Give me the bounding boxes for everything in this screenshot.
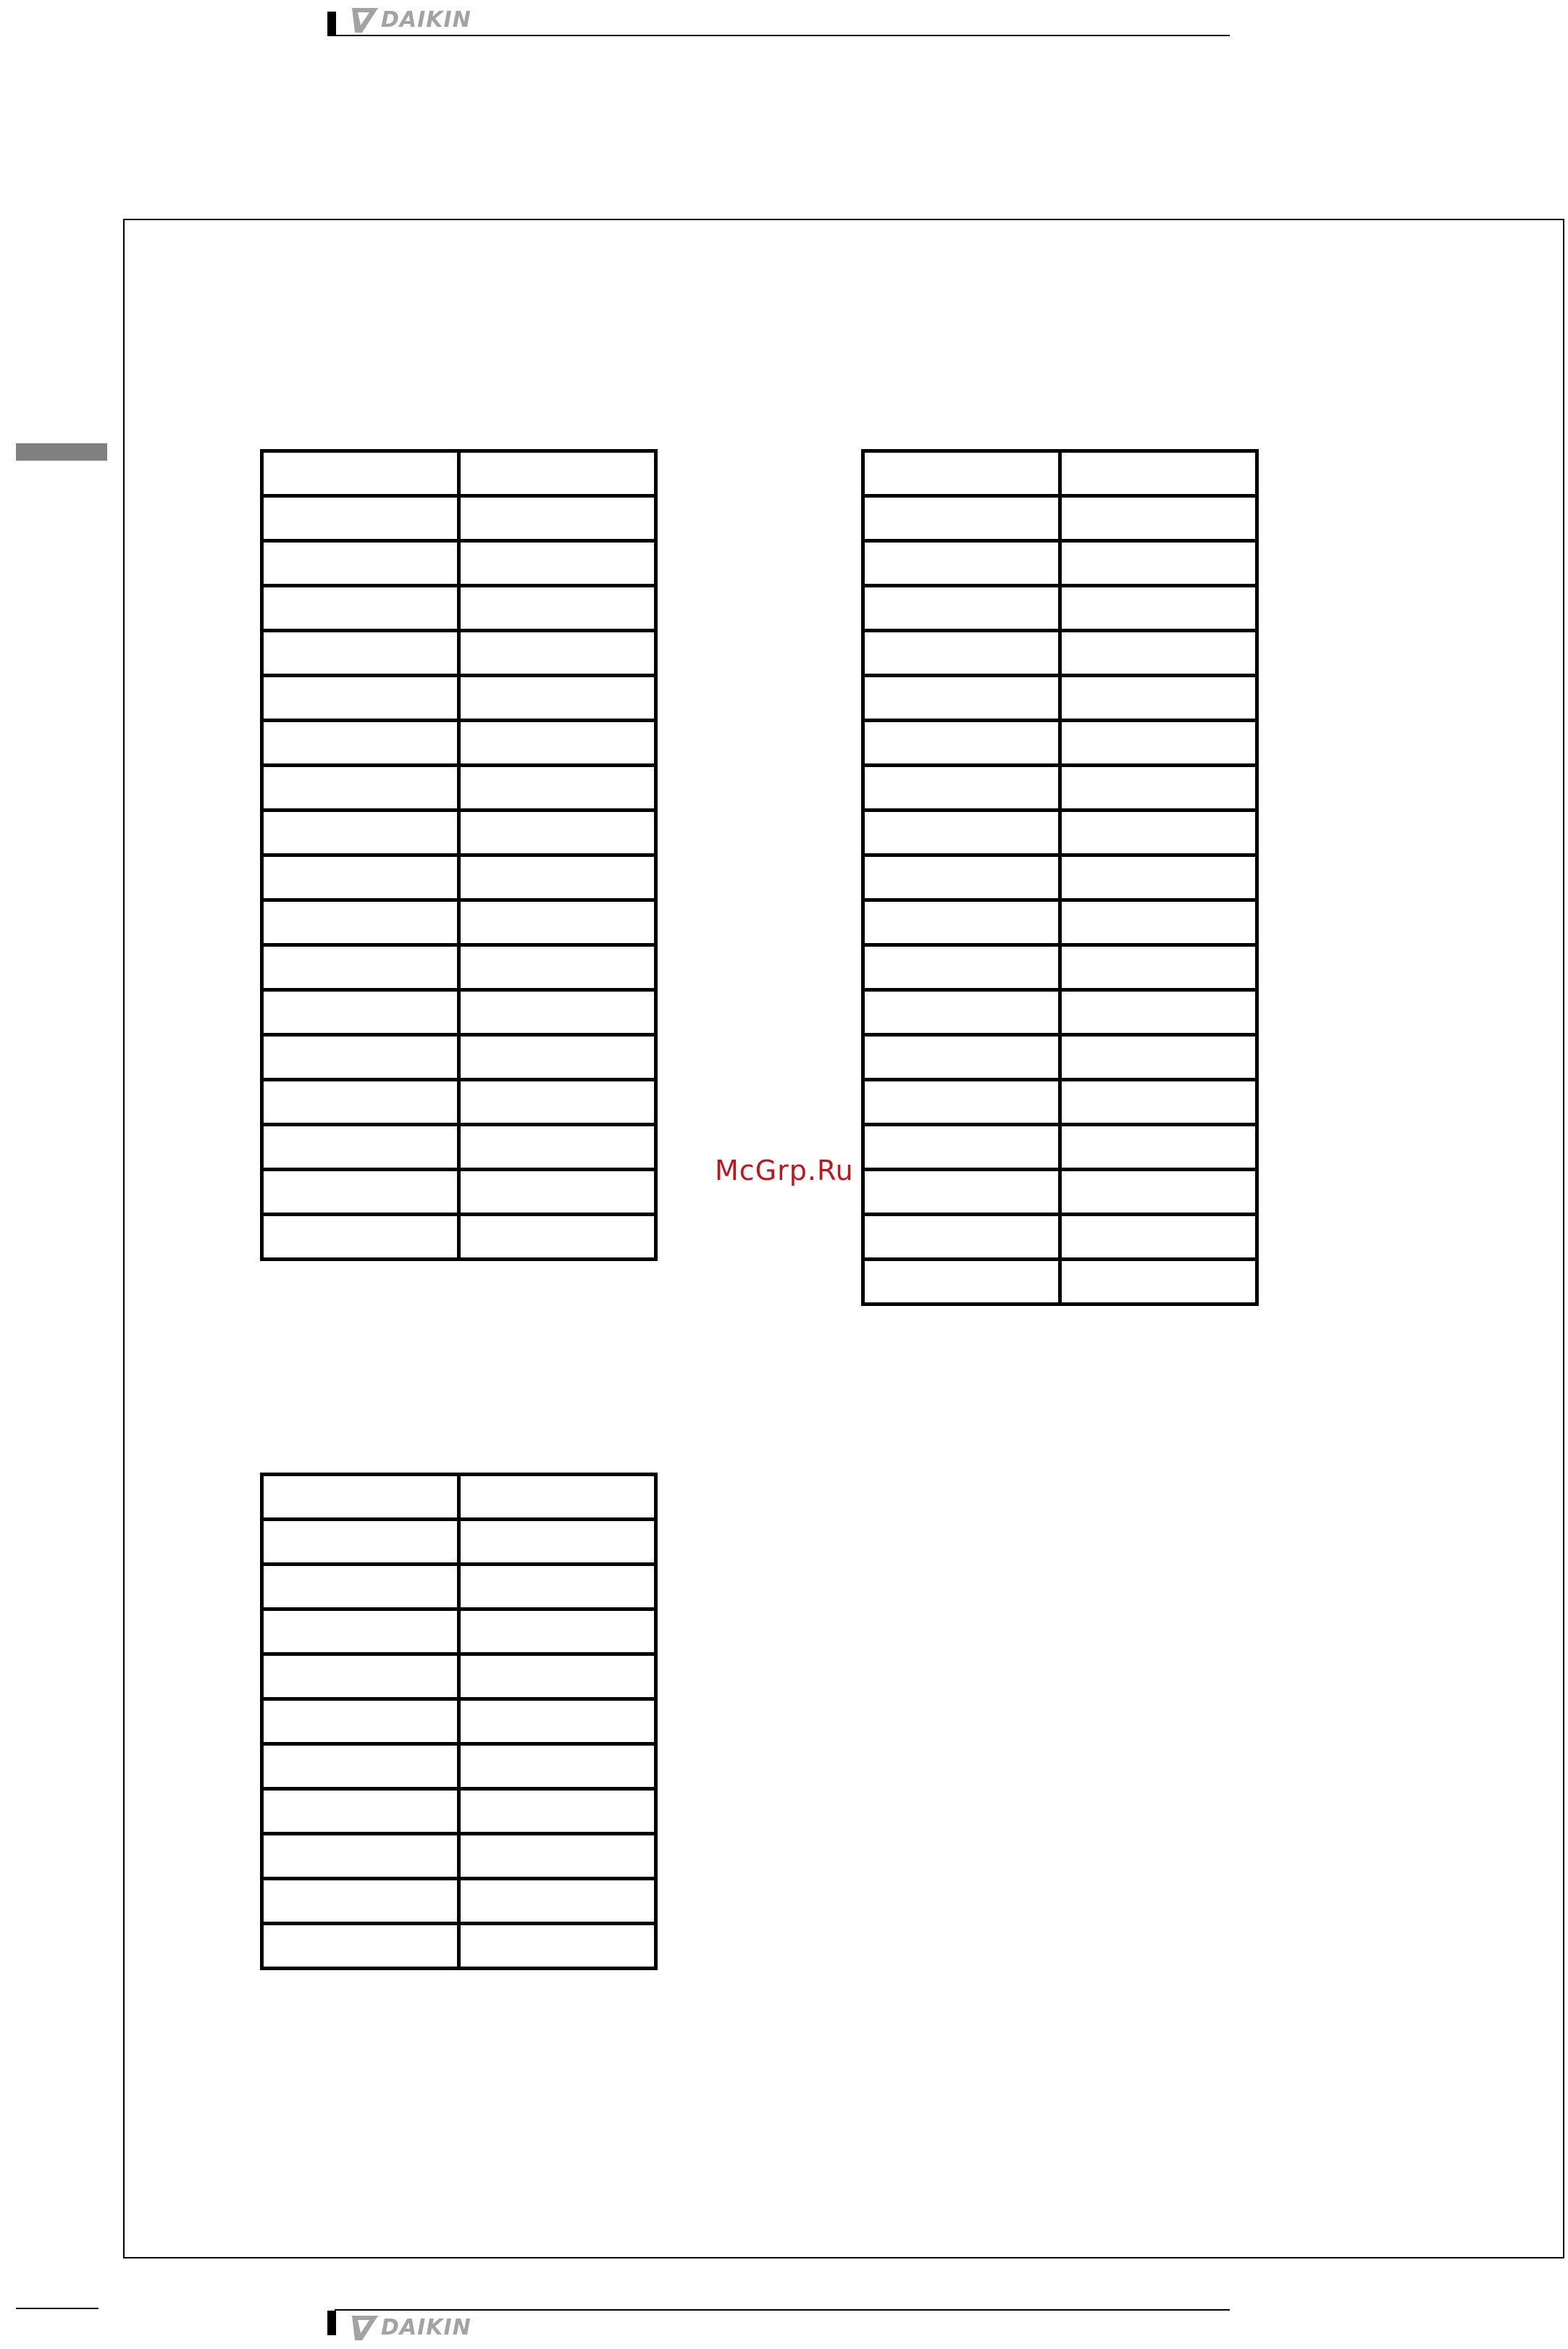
table-cell (1060, 631, 1257, 676)
table-row (262, 1565, 656, 1609)
empty-table-2 (861, 449, 1259, 1306)
table-cell (262, 1654, 459, 1699)
table-cell (262, 631, 459, 676)
table-cell (459, 1215, 656, 1260)
table-cell (262, 990, 459, 1035)
table-cell (459, 1834, 656, 1879)
table-cell (1060, 1125, 1257, 1170)
daikin-logo-icon (352, 8, 378, 33)
table-cell (1060, 766, 1257, 811)
empty-table-3 (260, 1473, 658, 1970)
table-row (262, 1080, 656, 1125)
table-cell (459, 1654, 656, 1699)
table-cell (262, 811, 459, 855)
table-cell (1060, 990, 1257, 1035)
table-row (863, 1125, 1257, 1170)
table-row (262, 1170, 656, 1215)
table-cell (459, 811, 656, 855)
footer-logo (352, 2315, 471, 2341)
table-cell (262, 900, 459, 945)
table-cell (863, 721, 1060, 766)
table-cell (1060, 1080, 1257, 1125)
table-cell (262, 945, 459, 990)
watermark-text: McGrp.Ru (715, 1155, 854, 1186)
table-cell (262, 766, 459, 811)
table-row (863, 721, 1257, 766)
table-cell (863, 1035, 1060, 1080)
table-row (262, 1789, 656, 1834)
table-cell (863, 451, 1060, 496)
footer-rule (335, 2309, 1230, 2311)
table-cell (863, 631, 1060, 676)
table-cell (262, 1744, 459, 1789)
table-row (262, 1654, 656, 1699)
table-row (262, 1475, 656, 1520)
table-row (262, 496, 656, 541)
table-cell (1060, 496, 1257, 541)
table-cell (459, 990, 656, 1035)
table-cell (459, 1475, 656, 1520)
table-cell (459, 1035, 656, 1080)
footer-left-rule (16, 2308, 98, 2309)
table-row (262, 1520, 656, 1565)
table-cell (262, 1035, 459, 1080)
table-cell (1060, 676, 1257, 721)
table-body (262, 451, 656, 1260)
table-cell (863, 541, 1060, 586)
table-cell (863, 676, 1060, 721)
section-tab-marker (16, 443, 107, 461)
table-cell (1060, 945, 1257, 990)
table-cell (863, 1170, 1060, 1215)
table-cell (863, 1080, 1060, 1125)
table-cell (1060, 1035, 1257, 1080)
table-row (863, 1080, 1257, 1125)
table-cell (459, 855, 656, 900)
table-cell (459, 1789, 656, 1834)
table-row (262, 541, 656, 586)
table-cell (262, 1215, 459, 1260)
table-row (262, 586, 656, 631)
table-cell (459, 1699, 656, 1744)
table-cell (863, 990, 1060, 1035)
table-cell (262, 1789, 459, 1834)
table-cell (863, 811, 1060, 855)
table-row (863, 990, 1257, 1035)
table-cell (863, 586, 1060, 631)
table-cell (459, 451, 656, 496)
table-cell (262, 451, 459, 496)
table-row (262, 811, 656, 855)
table-cell (863, 900, 1060, 945)
table-cell (459, 496, 656, 541)
table-cell (863, 945, 1060, 990)
table-cell (459, 1170, 656, 1215)
table-cell (262, 1080, 459, 1125)
table-cell (459, 766, 656, 811)
table-cell (863, 1125, 1060, 1170)
table-cell (459, 1080, 656, 1125)
table-cell (459, 1520, 656, 1565)
table-cell (262, 1565, 459, 1609)
table-row (863, 451, 1257, 496)
table-cell (1060, 541, 1257, 586)
table-cell (863, 766, 1060, 811)
table-row (863, 855, 1257, 900)
table-cell (1060, 721, 1257, 766)
table-cell (459, 1609, 656, 1654)
table-row (262, 1924, 656, 1969)
table-cell (262, 1170, 459, 1215)
table-cell (262, 1475, 459, 1520)
table-cell (1060, 586, 1257, 631)
table-row (262, 1834, 656, 1879)
table-cell (459, 1744, 656, 1789)
table-cell (459, 1125, 656, 1170)
table-cell (459, 586, 656, 631)
table-cell (262, 1924, 459, 1969)
footer-marker-bar (327, 2311, 336, 2335)
table-row (262, 1879, 656, 1924)
table-cell (262, 721, 459, 766)
table-row (262, 1035, 656, 1080)
table-cell (262, 676, 459, 721)
table-row (863, 900, 1257, 945)
table-cell (863, 855, 1060, 900)
table-cell (459, 676, 656, 721)
table-cell (1060, 855, 1257, 900)
table-cell (863, 1260, 1060, 1305)
table-cell (1060, 451, 1257, 496)
table-cell (459, 945, 656, 990)
table-cell (459, 721, 656, 766)
table-row (863, 1260, 1257, 1305)
table-cell (863, 1215, 1060, 1260)
table-cell (262, 1699, 459, 1744)
table-row (863, 766, 1257, 811)
table-cell (262, 586, 459, 631)
table-row (262, 1215, 656, 1260)
daikin-logo-icon (352, 2316, 378, 2340)
table-row (262, 900, 656, 945)
table-cell (1060, 900, 1257, 945)
table-row (262, 1609, 656, 1654)
table-cell (1060, 1260, 1257, 1305)
header-logo (352, 7, 471, 33)
table-row (863, 945, 1257, 990)
table-row (863, 1215, 1257, 1260)
table-cell (262, 1125, 459, 1170)
footer-brand-text: DAIKIN (381, 2315, 471, 2340)
header-marker-bar (327, 12, 336, 36)
table-row (262, 1744, 656, 1789)
table-cell (1060, 811, 1257, 855)
table-row (863, 541, 1257, 586)
table-cell (459, 1924, 656, 1969)
table-cell (262, 541, 459, 586)
table-cell (459, 541, 656, 586)
table-row (262, 766, 656, 811)
table-row (863, 811, 1257, 855)
table-cell (459, 900, 656, 945)
table-cell (863, 496, 1060, 541)
table-body (863, 451, 1257, 1305)
table-row (863, 676, 1257, 721)
table-cell (459, 631, 656, 676)
table-row (262, 990, 656, 1035)
header-brand-text: DAIKIN (381, 7, 471, 33)
header-rule (335, 35, 1230, 36)
table-row (863, 631, 1257, 676)
table-cell (262, 1609, 459, 1654)
table-row (262, 855, 656, 900)
table-row (262, 451, 656, 496)
table-row (863, 496, 1257, 541)
table-cell (1060, 1215, 1257, 1260)
table-row (863, 586, 1257, 631)
table-cell (1060, 1170, 1257, 1215)
table-cell (262, 1520, 459, 1565)
table-body (262, 1475, 656, 1969)
table-row (262, 1125, 656, 1170)
table-cell (262, 1834, 459, 1879)
table-row (262, 676, 656, 721)
table-row (262, 721, 656, 766)
table-cell (262, 496, 459, 541)
table-cell (459, 1565, 656, 1609)
table-row (863, 1170, 1257, 1215)
table-row (262, 945, 656, 990)
table-cell (262, 855, 459, 900)
table-cell (262, 1879, 459, 1924)
table-cell (459, 1879, 656, 1924)
table-row (262, 631, 656, 676)
empty-table-1 (260, 449, 658, 1261)
table-row (262, 1699, 656, 1744)
table-row (863, 1035, 1257, 1080)
